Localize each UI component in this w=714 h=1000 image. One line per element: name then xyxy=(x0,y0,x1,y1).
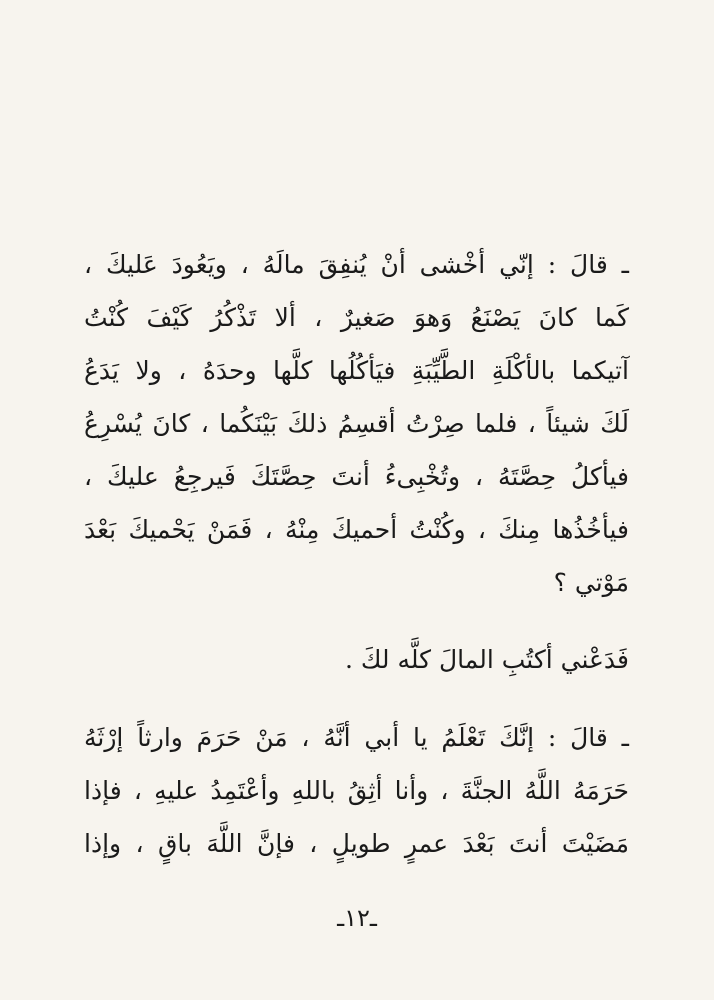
text-line: ـ قالَ : إنَّكَ تَعْلَمُ يا أبي أنَّهُ ، مَنْ حَرَمَ وارثاً إرْثَهُ xyxy=(84,723,629,752)
text-line: ـ قالَ : إنّي أخْشى أنْ يُنفِقَ مالَهُ ، ويَعُودَ عَليكَ ، xyxy=(84,250,629,279)
text-line: مَضَيْتَ أنتَ بَعْدَ عمرٍ طويلٍ ، فإنَّ اللَّهَ باقٍ ، وإذا xyxy=(84,829,629,858)
text-line: حَرَمَهُ اللَّهُ الجنَّةَ ، وأنا أثِقُ باللهِ وأعْتَمِدُ عليهِ ، فإذا xyxy=(84,776,629,805)
text-line: كَما كانَ يَصْنَعُ وَهوَ صَغيرٌ ، ألا تَذْكُرُ كَيْفَ كُنْتُ xyxy=(84,303,629,332)
text-line: مَوْتي ؟ xyxy=(553,568,629,597)
text-line: آتيكما بالأكْلَةِ الطَّيِّبَةِ فيَأكُلُها كلَّها وحدَهُ ، ولا يَدَعُ xyxy=(84,356,629,385)
page-number: ـ١٢ـ xyxy=(337,904,377,932)
text-line: فيأخُذُها مِنكَ ، وكُنْتُ أحميكَ مِنْهُ ، فَمَنْ يَحْميكَ بَعْدَ xyxy=(84,515,629,544)
text-line: فَدَعْني أكتُبِ المالَ كلَّه لكَ . xyxy=(344,645,629,674)
text-line: لَكَ شيئاً ، فلما صِرْتُ أقسِمُ ذلكَ بَيْنَكُما ، كانَ يُسْرِعُ xyxy=(84,409,629,438)
text-line: فيأكلُ حِصَّتَهُ ، وتُخْبِىءُ أنتَ حِصَّتَكَ فَيرجِعُ عليكَ ، xyxy=(84,462,629,491)
